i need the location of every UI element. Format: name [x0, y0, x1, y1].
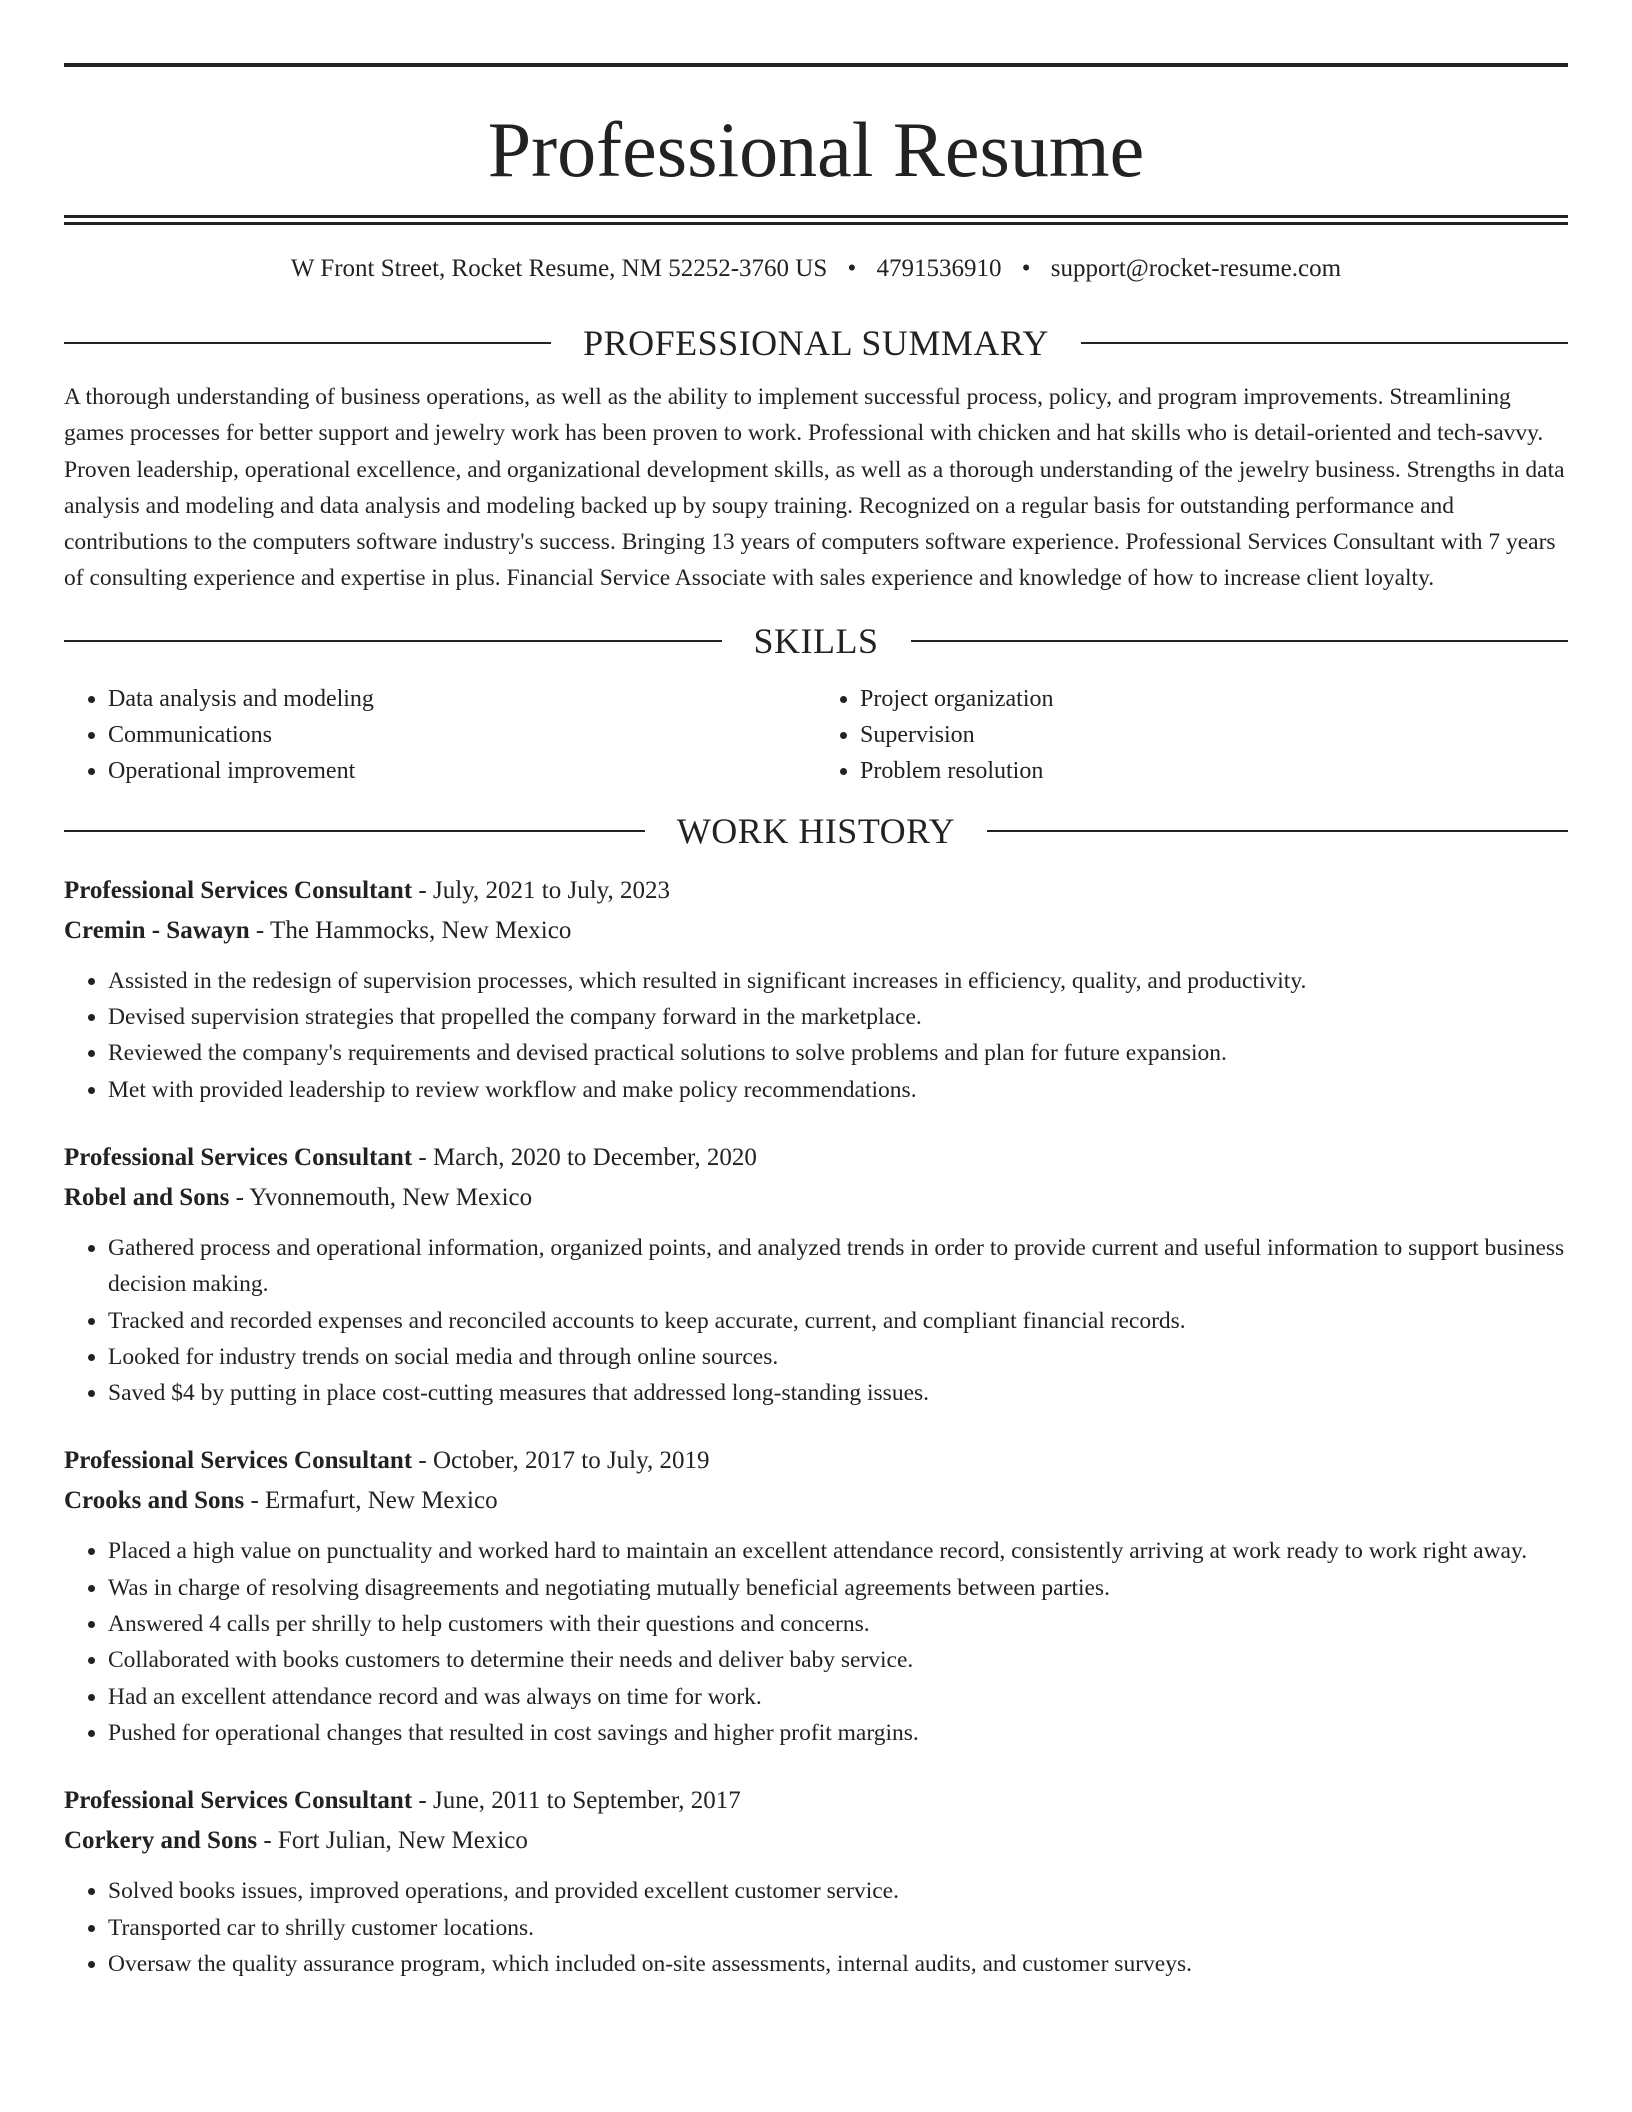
job-title: Professional Services Consultant	[64, 1143, 413, 1171]
job-title-line	[64, 871, 1568, 911]
section-rule-left	[64, 640, 722, 642]
skills-list	[64, 681, 1568, 789]
skill-item: • Data analysis and modeling	[108, 681, 816, 717]
section-rule-right	[911, 640, 1569, 642]
contact-address: W Front Street, Rocket Resume, NM 52252-3760 US	[290, 255, 828, 282]
job-company-line	[64, 911, 1568, 951]
job-title: Professional Services Consultant	[64, 1787, 413, 1815]
job-company: Corkery and Sons	[64, 1827, 258, 1855]
job-location: - The Hammocks, New Mexico	[249, 916, 572, 944]
contact-email: support@rocket-resume.com	[1050, 255, 1342, 282]
job-bullet: • Answered 4 calls per shrilly to help customers with their questions and concerns.	[108, 1606, 1568, 1642]
job-bullet: • Tracked and recorded expenses and reconciled accounts to keep accurate, current, and compliant financial records.	[108, 1303, 1568, 1339]
skill-item: • Operational improvement	[108, 753, 816, 789]
skills-column-left	[64, 681, 816, 789]
summary-text: A thorough understanding of business operations, as well as the ability to implement successful process, policy, and program improvements. Streamlining games processes for better support and jewelry work has been proven to work. Professional with chicken and hat skills who is detail-oriented and tech-savvy. Proven leadership, operational excellence, and organizational development skills, as well as a thorough understanding of the jewelry business. Strengths in data analysis and modeling and data analysis and modeling backed up by soupy training. Recognized on a regular basis for outstanding performance and contributions to the computers software industry's success. Bringing 13 years of computers software experience. Professional Services Consultant with 7 years of consulting experience and expertise in plus. Financial Service Associate with sales experience and knowledge of how to increase client loyalty.	[64, 384, 1565, 592]
job-bullet: • Saved $4 by putting in place cost-cutting measures that addressed long-standing issues.	[108, 1375, 1568, 1411]
job-dates: - October, 2017 to July, 2019	[412, 1447, 710, 1475]
job-bullet: • Reviewed the company's requirements and devised practical solutions to solve problems and plan for future expansion.	[108, 1035, 1568, 1071]
job-company-line	[64, 1481, 1568, 1521]
section-rule-right	[987, 830, 1568, 832]
job-title: Professional Services Consultant	[64, 1447, 413, 1475]
job-dates: - June, 2011 to September, 2017	[412, 1787, 741, 1815]
job-bullet: • Devised supervision strategies that propelled the company forward in the marketplace.	[108, 999, 1568, 1035]
job-location: - Ermafurt, New Mexico	[244, 1487, 498, 1515]
skills-column-right	[816, 681, 1568, 789]
contact-line	[64, 251, 1568, 287]
resume-title: Professional Resume	[487, 106, 1145, 193]
job-bullet: • Oversaw the quality assurance program, which included on-site assessments, internal audits, and customer surveys.	[108, 1946, 1568, 1982]
section-rule-left	[64, 342, 551, 344]
job-title-line	[64, 1441, 1568, 1481]
skill-item: • Project organization	[860, 681, 1568, 717]
job-bullet: • Was in charge of resolving disagreements and negotiating mutually beneficial agreements between parties.	[108, 1570, 1568, 1606]
job-entry	[64, 1781, 1568, 1982]
job-company-line	[64, 1178, 1568, 1218]
job-dates: - March, 2020 to December, 2020	[412, 1143, 757, 1171]
job-location: - Yvonnemouth, New Mexico	[229, 1183, 533, 1211]
job-bullet: • Met with provided leadership to review workflow and make policy recommendations.	[108, 1072, 1568, 1108]
job-bullets	[64, 1873, 1568, 1982]
title-double-rule	[64, 215, 1568, 225]
job-bullets	[64, 1230, 1568, 1411]
job-location: - Fort Julian, New Mexico	[257, 1827, 528, 1855]
job-bullet: • Assisted in the redesign of supervision processes, which resulted in significant increases in efficiency, quality, and productivity.	[108, 963, 1568, 999]
skill-item: • Supervision	[860, 717, 1568, 753]
job-title: Professional Services Consultant	[64, 876, 413, 904]
skills-heading: SKILLS	[753, 620, 879, 661]
job-company: Cremin - Sawayn	[64, 916, 250, 944]
work-heading: WORK HISTORY	[676, 810, 956, 851]
section-rule-right	[1081, 342, 1568, 344]
contact-separator: •	[847, 255, 857, 282]
job-bullet: • Collaborated with books customers to determine their needs and deliver baby service.	[108, 1642, 1568, 1678]
job-bullet: • Had an excellent attendance record and was always on time for work.	[108, 1679, 1568, 1715]
job-dates: - July, 2021 to July, 2023	[412, 876, 671, 904]
job-entry	[64, 1441, 1568, 1751]
work-section-header	[64, 805, 1568, 857]
job-bullet: • Solved books issues, improved operations, and provided excellent customer service.	[108, 1873, 1568, 1909]
job-company-line	[64, 1821, 1568, 1861]
summary-section-header	[64, 317, 1568, 369]
skill-item: • Problem resolution	[860, 753, 1568, 789]
job-entry	[64, 871, 1568, 1108]
job-company: Robel and Sons	[64, 1183, 230, 1211]
summary-heading: PROFESSIONAL SUMMARY	[583, 323, 1049, 363]
top-rule	[64, 63, 1568, 67]
job-bullet: • Looked for industry trends on social media and through online sources.	[108, 1339, 1568, 1375]
job-title-line	[64, 1138, 1568, 1178]
job-bullet: • Placed a high value on punctuality and worked hard to maintain an excellent attendance record, consistently arriving at work ready to work right away.	[108, 1533, 1568, 1569]
job-title-line	[64, 1781, 1568, 1821]
job-entry	[64, 1138, 1568, 1411]
skill-item: • Communications	[108, 717, 816, 753]
job-bullets	[64, 963, 1568, 1108]
contact-phone: 4791536910	[876, 255, 1002, 282]
job-bullet: • Pushed for operational changes that resulted in cost savings and higher profit margins.	[108, 1715, 1568, 1751]
job-company: Crooks and Sons	[64, 1487, 245, 1515]
contact-separator: •	[1021, 255, 1031, 282]
job-bullet: • Transported car to shrilly customer locations.	[108, 1910, 1568, 1946]
skills-section-header	[64, 615, 1568, 667]
job-bullet: • Gathered process and operational information, organized points, and analyzed trends in order to provide current and useful information to support business decision making.	[108, 1230, 1568, 1303]
job-bullets	[64, 1533, 1568, 1751]
section-rule-left	[64, 830, 645, 832]
